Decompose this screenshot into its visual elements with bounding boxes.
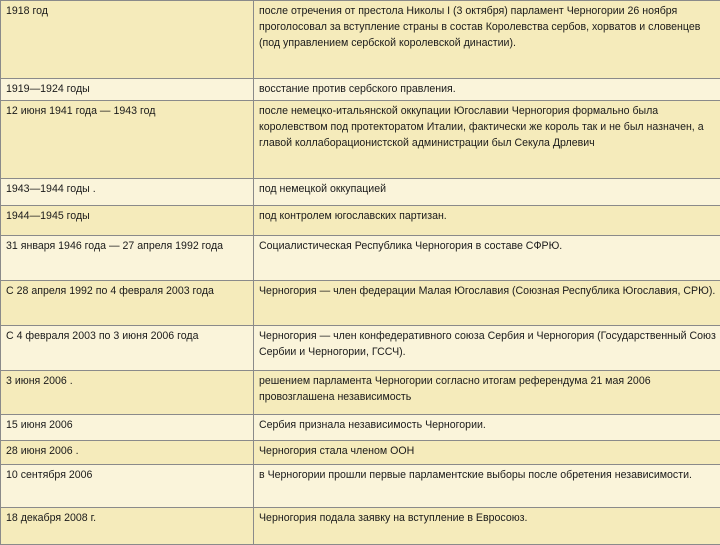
table-row [1,206,720,236]
date-cell: 1918 год [1,1,254,79]
event-cell: Социалистическая Республика Черногория в составе СФРЮ. [254,236,720,281]
date-cell: С 28 апреля 1992 по 4 февраля 2003 года [1,281,254,326]
date-cell: 31 января 1946 года — 27 апреля 1992 года [1,236,254,281]
table-row [1,415,720,441]
date-cell: 3 июня 2006 . [1,371,254,415]
event-cell: Черногория стала членом ООН [254,441,720,465]
table-row [1,281,720,326]
table-row [1,179,720,206]
event-cell: восстание против сербского правления. [254,79,720,101]
event-cell: после отречения от престола Николы I (3 октября) парламент Черногории 26 ноября проголосовал за вступление страны в состав Королевства сербов, хорватов и словенцев (под управлением сербской королевской династии). [254,1,720,79]
table-row [1,465,720,508]
table-row [1,79,720,101]
date-cell: 1919—1924 годы [1,79,254,101]
date-cell: 10 сентября 2006 [1,465,254,508]
event-cell: под контролем югославских партизан. [254,206,720,236]
event-cell: Черногория — член федерации Малая Югославия (Союзная Республика Югославия, СРЮ). [254,281,720,326]
date-cell: 28 июня 2006 . [1,441,254,465]
table-row [1,236,720,281]
event-cell: Черногория — член конфедеративного союза Сербия и Черногория (Государственный Союз Сербии и Черногории, ГССЧ). [254,326,720,371]
table-row [1,371,720,415]
table-row [1,441,720,465]
table-row [1,1,720,79]
event-cell: Черногория подала заявку на вступление в Евросоюз. [254,508,720,545]
event-cell: решением парламента Черногории согласно итогам референдума 21 мая 2006 провозглашена независимость [254,371,720,415]
event-cell: Сербия признала независимость Черногории. [254,415,720,441]
table-row [1,101,720,179]
event-cell: в Черногории прошли первые парламентские выборы после обретения независимости. [254,465,720,508]
date-cell: 1943—1944 годы . [1,179,254,206]
date-cell: 1944—1945 годы [1,206,254,236]
event-cell: под немецкой оккупацией [254,179,720,206]
date-cell: 15 июня 2006 [1,415,254,441]
table-row [1,508,720,545]
date-cell: 18 декабря 2008 г. [1,508,254,545]
event-cell: после немецко-итальянской оккупации Югославии Черногория формально была королевством под протекторатом Италии, фактически же король так и не был назначен, а главой коллаборационистской администрации был Секула Дрлевич [254,101,720,179]
date-cell: С 4 февраля 2003 по 3 июня 2006 года [1,326,254,371]
table-row [1,326,720,371]
date-cell: 12 июня 1941 года — 1943 год [1,101,254,179]
